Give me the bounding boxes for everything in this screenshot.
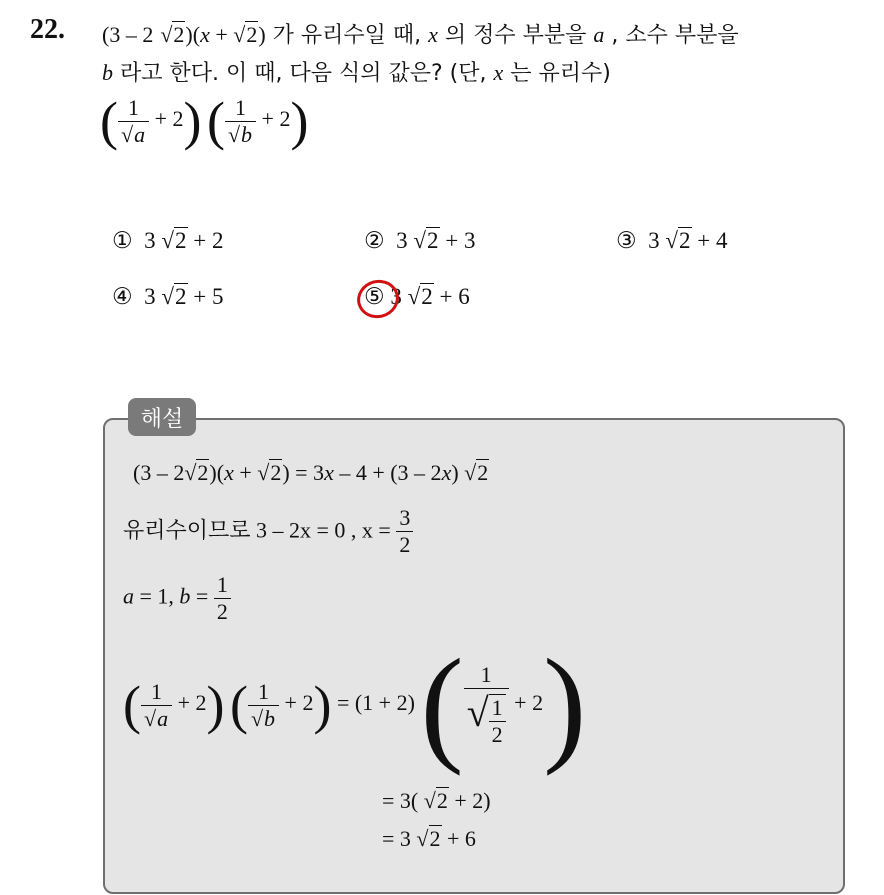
question-line-1: [102, 18, 739, 49]
s3-num: 1: [214, 572, 231, 599]
s1-e: – 4 + (3 – 2: [333, 460, 442, 485]
q1-text: 가 유리수일 때,: [265, 23, 429, 48]
choice-1[interactable]: ① 3 √2 + 2: [112, 228, 224, 253]
s4-big-den: √ $\frac{1}{2}$: [464, 689, 509, 748]
s6-b: + 6: [447, 826, 476, 851]
s4-big-num: 1: [464, 662, 509, 689]
s1-x: x: [224, 460, 234, 485]
s4-paren-close-1: ): [206, 675, 225, 735]
frac-num-2: 1: [225, 95, 256, 122]
s4-num-a: 1: [141, 679, 172, 706]
s4-paren-open-1: (: [123, 675, 141, 735]
den-b: b: [241, 121, 253, 147]
s3-a: a: [123, 583, 134, 609]
q1-mid: )(: [185, 22, 201, 47]
choice-4-radicand: 2: [175, 284, 187, 309]
s3-b: b: [179, 583, 191, 609]
q2-text: 라고 한다. 이 때, 다음 식의 값은? (단,: [113, 61, 494, 86]
solution-line-4: [123, 633, 587, 777]
choice-3[interactable]: ③ 3 √2 + 4: [616, 228, 728, 253]
s4-a: a: [157, 705, 169, 731]
s6-radicand: 2: [429, 826, 441, 851]
s4-paren-open-big: (: [420, 633, 464, 777]
s1-radicand: 2: [197, 460, 209, 485]
q2-x: x: [493, 60, 504, 85]
q1-x2: x: [428, 22, 438, 47]
s2-num: 3: [396, 505, 413, 532]
q1-plus: +: [209, 22, 234, 47]
s2-frac: [396, 505, 413, 558]
s5-radicand: 2: [436, 788, 448, 813]
s4-frac-big: [464, 662, 509, 748]
solution-line-3: [123, 572, 231, 625]
q1-close: ): [258, 22, 266, 47]
frac-den: √a: [120, 121, 146, 147]
s3-den: 2: [216, 599, 228, 624]
plus-two-1: + 2: [154, 106, 184, 132]
choice-5-mark: ⑤: [364, 284, 385, 309]
s1-f: ): [451, 460, 459, 485]
frac-1-over-sqrt-a: [118, 95, 149, 148]
frac-den-2: √b: [227, 121, 253, 147]
s1-c: +: [233, 460, 258, 485]
s1-a: (3 – 2: [133, 460, 185, 485]
s1-radicand3: 2: [477, 460, 489, 485]
q1-sqrt2: √2: [233, 22, 258, 47]
s3-frac: [214, 572, 231, 625]
choice-5-radicand: 2: [421, 284, 433, 309]
choice-2-coef: 3: [396, 228, 408, 253]
s4-plus2-1: + 2: [177, 690, 207, 716]
s4-plus2-2: + 2: [284, 690, 314, 716]
s2-eq: 3 – 2x = 0 , x =: [250, 517, 397, 543]
choice-3-tail: + 4: [697, 228, 728, 253]
paren-close-1: ): [183, 91, 202, 151]
s3-eq2: =: [190, 583, 214, 609]
solution-line-1: (3 – 2√2)(x + √2) = 3x – 4 + (3 – 2x) √2: [133, 460, 489, 485]
s1-x3: x: [441, 460, 452, 485]
paren-close-2: ): [290, 91, 309, 151]
s4-num-b: 1: [248, 679, 279, 706]
s1-radicand2: 2: [270, 460, 282, 485]
choice-5-coef: 3: [390, 284, 402, 309]
s4-frac-b: [248, 679, 279, 732]
choice-4-mark: ④: [112, 284, 133, 309]
s2-kor: 유리수이므로: [123, 518, 251, 544]
choice-3-mark: ③: [616, 228, 637, 253]
choice-2[interactable]: ② 3 √2 + 3: [364, 228, 476, 253]
choice-2-mark: ②: [364, 228, 385, 253]
q2-b: b: [102, 60, 113, 85]
s4-paren-close-2: ): [313, 675, 332, 735]
s3-eq1: = 1,: [134, 583, 180, 609]
q1-expr-open: (3 – 2: [102, 22, 154, 47]
q1-text2: 의 정수 부분을: [437, 23, 594, 48]
choice-4-tail: + 5: [193, 284, 224, 309]
s4-paren-open-2: (: [229, 675, 248, 735]
choice-1-coef: 3: [144, 228, 156, 253]
s6-a: = 3: [382, 826, 411, 851]
solution-line-6: = 3 √2 + 6: [382, 826, 476, 851]
plus-two-2: + 2: [261, 106, 291, 132]
s5-b: + 2): [448, 788, 491, 813]
s4-den-b: √b: [250, 705, 276, 731]
den-a: a: [134, 121, 146, 147]
s4-big-plus2: + 2: [514, 690, 544, 716]
solution-line-2: [123, 505, 413, 558]
s4-paren-close-big: ): [543, 633, 587, 777]
s4-inner-frac: [489, 694, 506, 748]
s1-d: ) = 3: [282, 460, 325, 485]
solution-tag: 해설: [128, 398, 196, 436]
question-line-2: [102, 56, 611, 87]
question-expression: [100, 91, 309, 151]
q1-text3: , 소수 부분을: [604, 23, 739, 48]
q1-a: a: [593, 22, 605, 47]
choice-5[interactable]: ⑤ 3 √2 + 6: [364, 284, 470, 309]
s2-den: 2: [399, 532, 411, 557]
choice-2-tail: + 3: [445, 228, 476, 253]
s4-den-a: √a: [143, 705, 169, 731]
s4-inner-den: 2: [491, 721, 503, 747]
paren-open-2: (: [206, 91, 225, 151]
choice-1-mark: ①: [112, 228, 133, 253]
q1-radicand2: 2: [246, 22, 258, 47]
s1-b: )(: [209, 460, 225, 485]
question-number: 22.: [30, 14, 65, 45]
choice-2-radicand: 2: [427, 228, 439, 253]
choice-4[interactable]: ④ 3 √2 + 5: [112, 284, 224, 309]
choice-1-tail: + 2: [193, 228, 224, 253]
q2-text2: 는 유리수): [503, 61, 611, 86]
choice-3-coef: 3: [648, 228, 660, 253]
q1-sqrt: √2: [160, 22, 185, 47]
s4-inner-num: 1: [489, 695, 506, 722]
q1-radicand: 2: [173, 22, 185, 47]
choice-5-tail: + 6: [439, 284, 470, 309]
s4-frac-a: [141, 679, 172, 732]
s5-a: = 3(: [382, 788, 419, 813]
s4-b: b: [264, 705, 276, 731]
s1-x2: x: [324, 460, 334, 485]
paren-open-1: (: [100, 91, 118, 151]
frac-num: 1: [118, 95, 149, 122]
choice-4-coef: 3: [144, 284, 156, 309]
frac-1-over-sqrt-b: [225, 95, 256, 148]
solution-line-5: = 3( √2 + 2): [382, 788, 491, 813]
choice-1-radicand: 2: [175, 228, 187, 253]
choice-3-radicand: 2: [679, 228, 691, 253]
answer-circle-annotation: [353, 275, 403, 323]
s4-eq: = (1 + 2): [336, 690, 415, 716]
q1-x: x: [200, 22, 210, 47]
